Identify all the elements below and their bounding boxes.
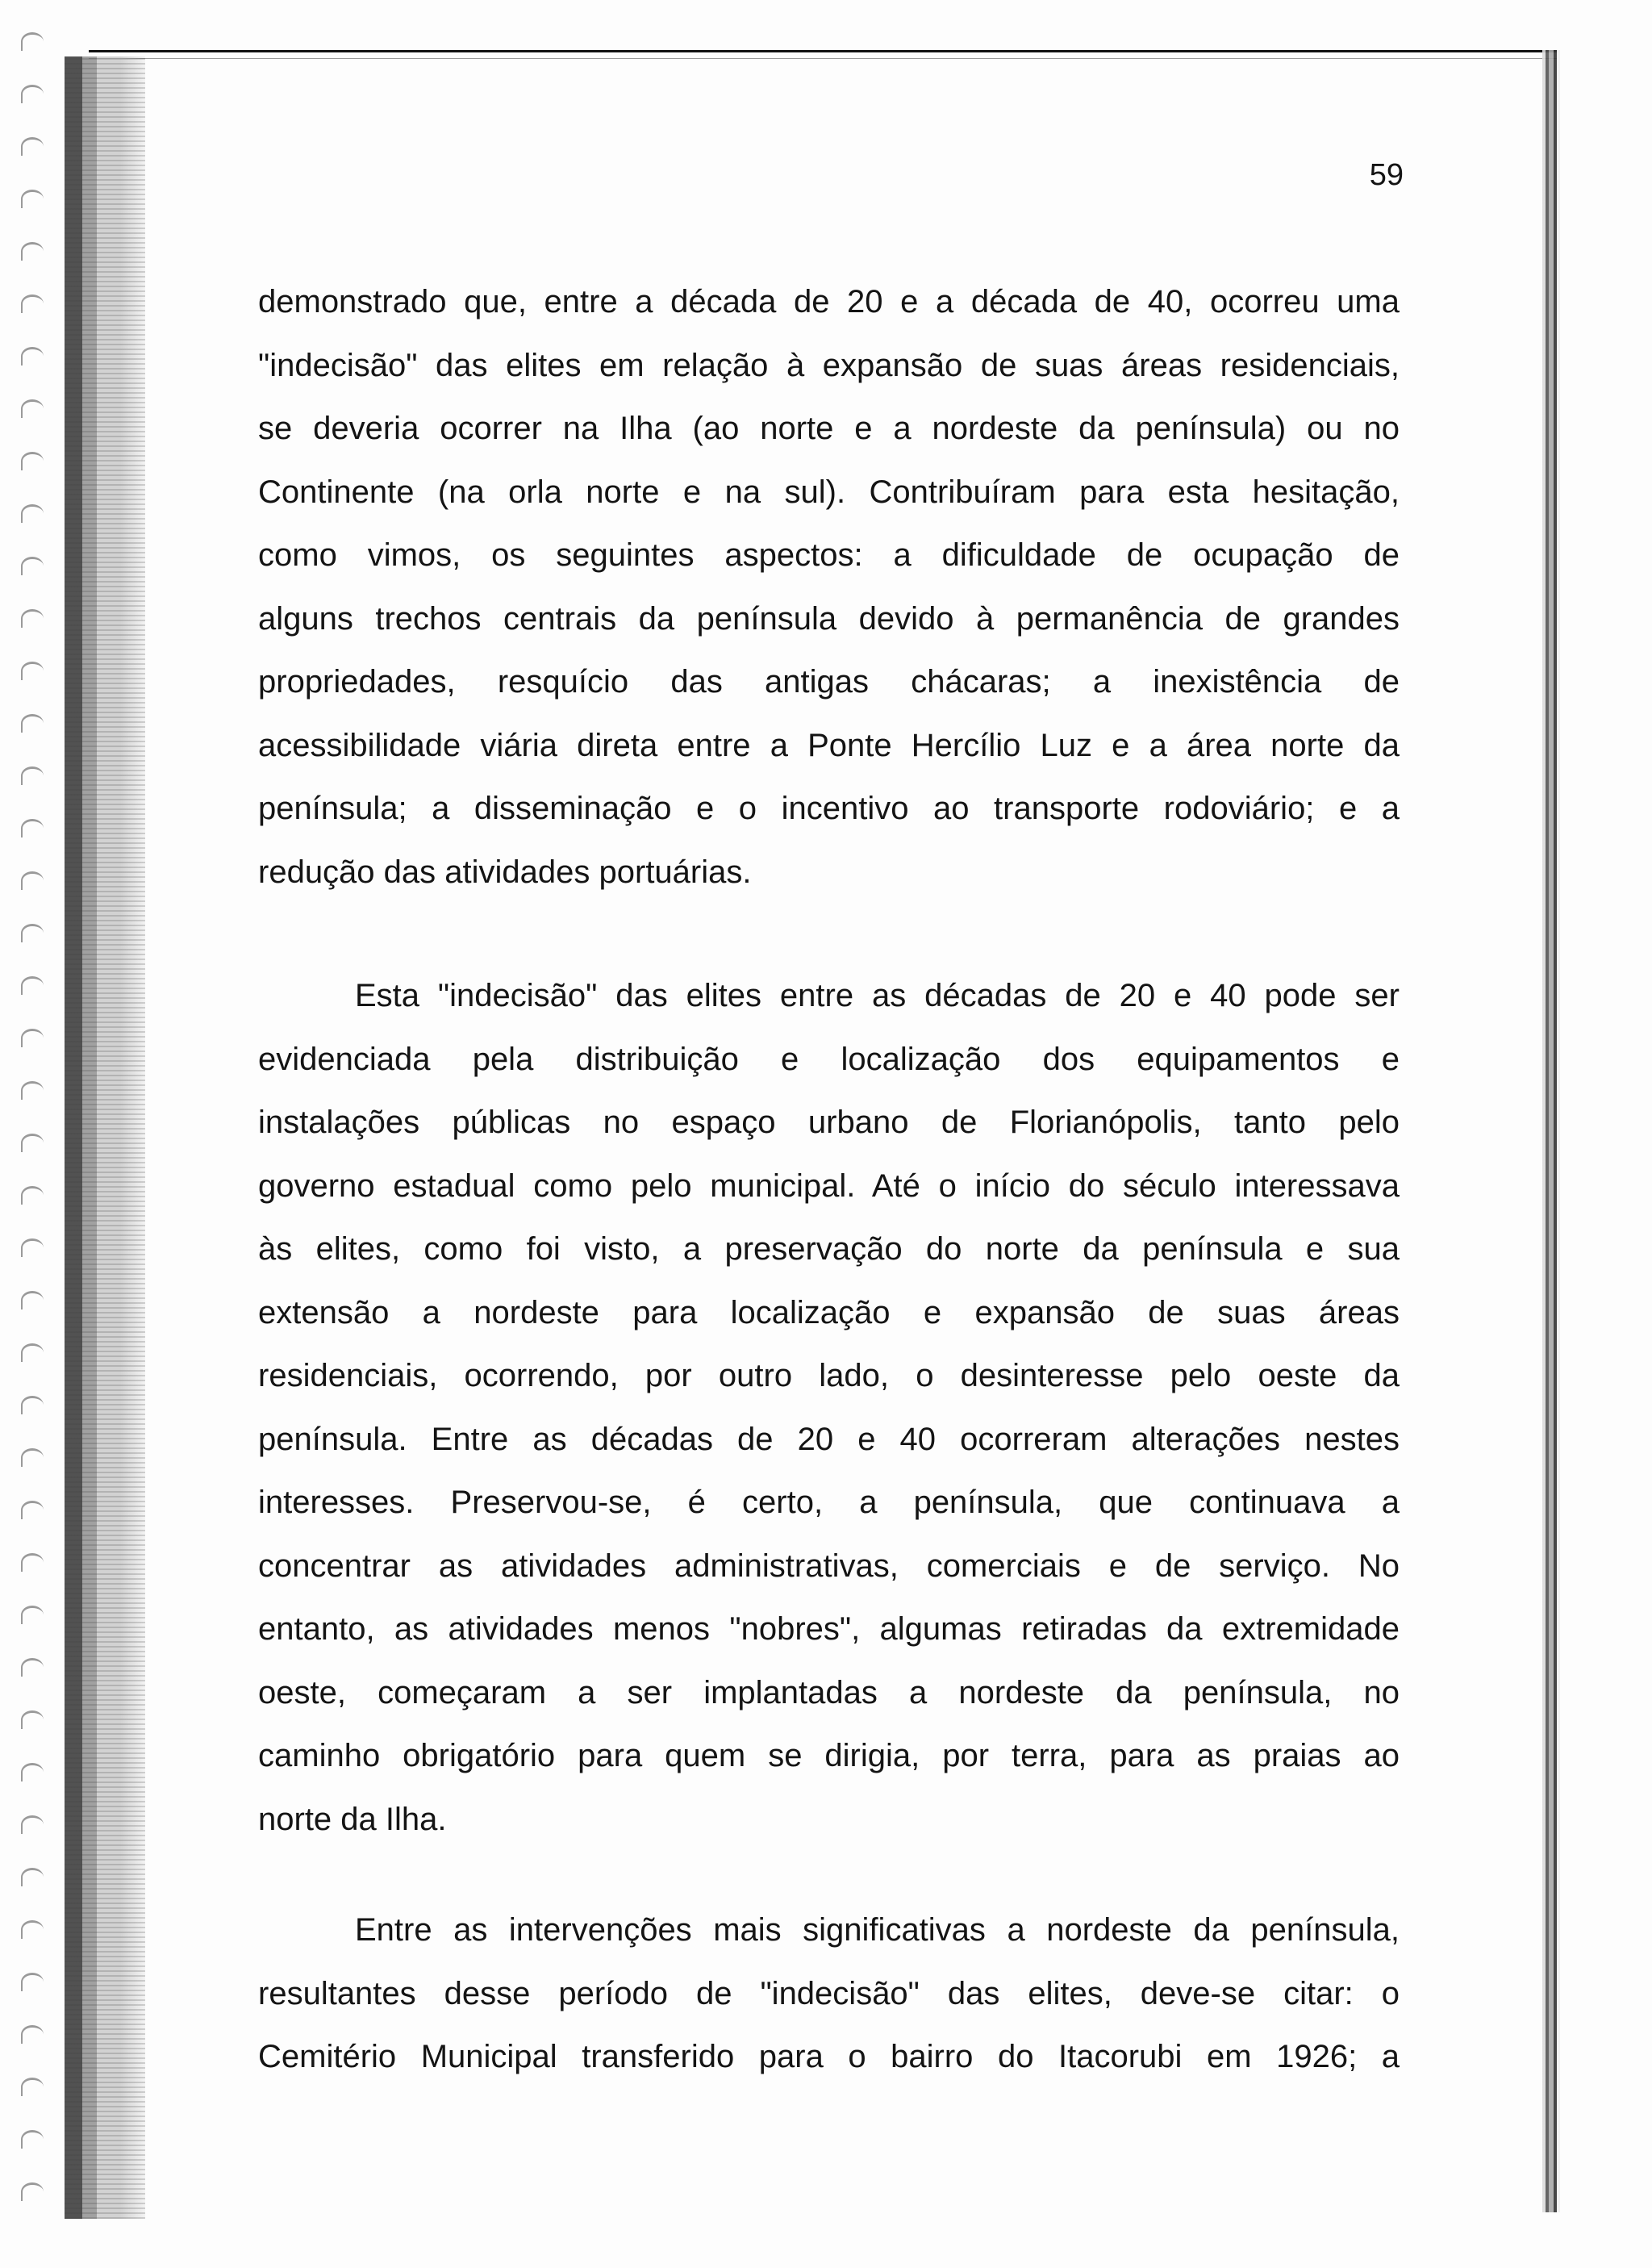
page-right-edge xyxy=(1542,50,1560,2212)
paragraph-line: redução das atividades portuárias. xyxy=(258,854,752,890)
paragraph-line: governo estadual como pelo municipal. Até o início do século interessava xyxy=(258,1167,1400,1204)
paragraph-line: demonstrado que, entre a década de 20 e a década de 40, ocorreu uma xyxy=(258,284,1400,320)
paragraph-line: às elites, como foi visto, a preservação do norte da península e sua xyxy=(258,1231,1400,1267)
page-number: 59 xyxy=(1369,158,1404,192)
paragraph-line: Esta "indecisão" das elites entre as décadas de 20 e 40 pode ser xyxy=(355,978,1400,1013)
paragraph-line: se deveria ocorrer na Ilha (ao norte e a nordeste da península) ou no xyxy=(258,411,1400,446)
paragraph-line: concentrar as atividades administrativas, comerciais e de serviço. No xyxy=(258,1548,1400,1584)
paragraph-line: resultantes desse período de "indecisão" das elites, deve-se citar: o xyxy=(258,1975,1400,2011)
paragraph-1 xyxy=(258,270,1400,904)
paragraph-line: como vimos, os seguintes aspectos: a dificuldade de ocupação de xyxy=(258,537,1400,573)
paragraph-line: norte da Ilha. xyxy=(258,1801,447,1837)
paragraph-line: Cemitério Municipal transferido para o bairro do Itacorubi em 1926; a xyxy=(258,2039,1400,2074)
paragraph-2 xyxy=(258,964,1400,1851)
spiral-binding-holes xyxy=(15,0,47,2268)
paragraph-line: entanto, as atividades menos "nobres", algumas retiradas da extremidade xyxy=(258,1611,1400,1647)
page-top-edge xyxy=(89,50,1557,65)
paragraph-line: caminho obrigatório para quem se dirigia, por terra, para as praias ao xyxy=(258,1738,1400,1773)
paragraph-line: residenciais, ocorrendo, por outro lado, o desinteresse pelo oeste da xyxy=(258,1358,1400,1393)
paragraph-line: Entre as intervenções mais significativas a nordeste da península, xyxy=(355,1912,1400,1948)
paragraph-line: alguns trechos centrais da península devido à permanência de grandes xyxy=(258,600,1400,637)
paragraph-3 xyxy=(258,1898,1400,2089)
paragraph-line: acessibilidade viária direta entre a Ponte Hercílio Luz e a área norte da xyxy=(258,727,1400,763)
paragraph-line: "indecisão" das elites em relação à expansão de suas áreas residenciais, xyxy=(258,347,1400,383)
paragraph-line: Continente (na orla norte e na sul). Contribuíram para esta hesitação, xyxy=(258,474,1400,510)
paragraph-line: extensão a nordeste para localização e expansão de suas áreas xyxy=(258,1294,1400,1330)
paragraph-line: península; a disseminação e o incentivo ao transporte rodoviário; e a xyxy=(258,791,1400,826)
paragraph-line: oeste, começaram a ser implantadas a nordeste da península, no xyxy=(258,1674,1400,1710)
paragraph-line: evidenciada pela distribuição e localização dos equipamentos e xyxy=(258,1041,1400,1077)
paragraph-line: propriedades, resquício das antigas chácaras; a inexistência de xyxy=(258,664,1400,700)
paragraph-line: interesses. Preservou-se, é certo, a península, que continuava a xyxy=(258,1485,1400,1520)
binding-shadow xyxy=(65,56,145,2219)
paragraph-line: instalações públicas no espaço urbano de Florianópolis, tanto pelo xyxy=(258,1105,1400,1140)
paragraph-line: península. Entre as décadas de 20 e 40 ocorreram alterações nestes xyxy=(258,1421,1400,1457)
